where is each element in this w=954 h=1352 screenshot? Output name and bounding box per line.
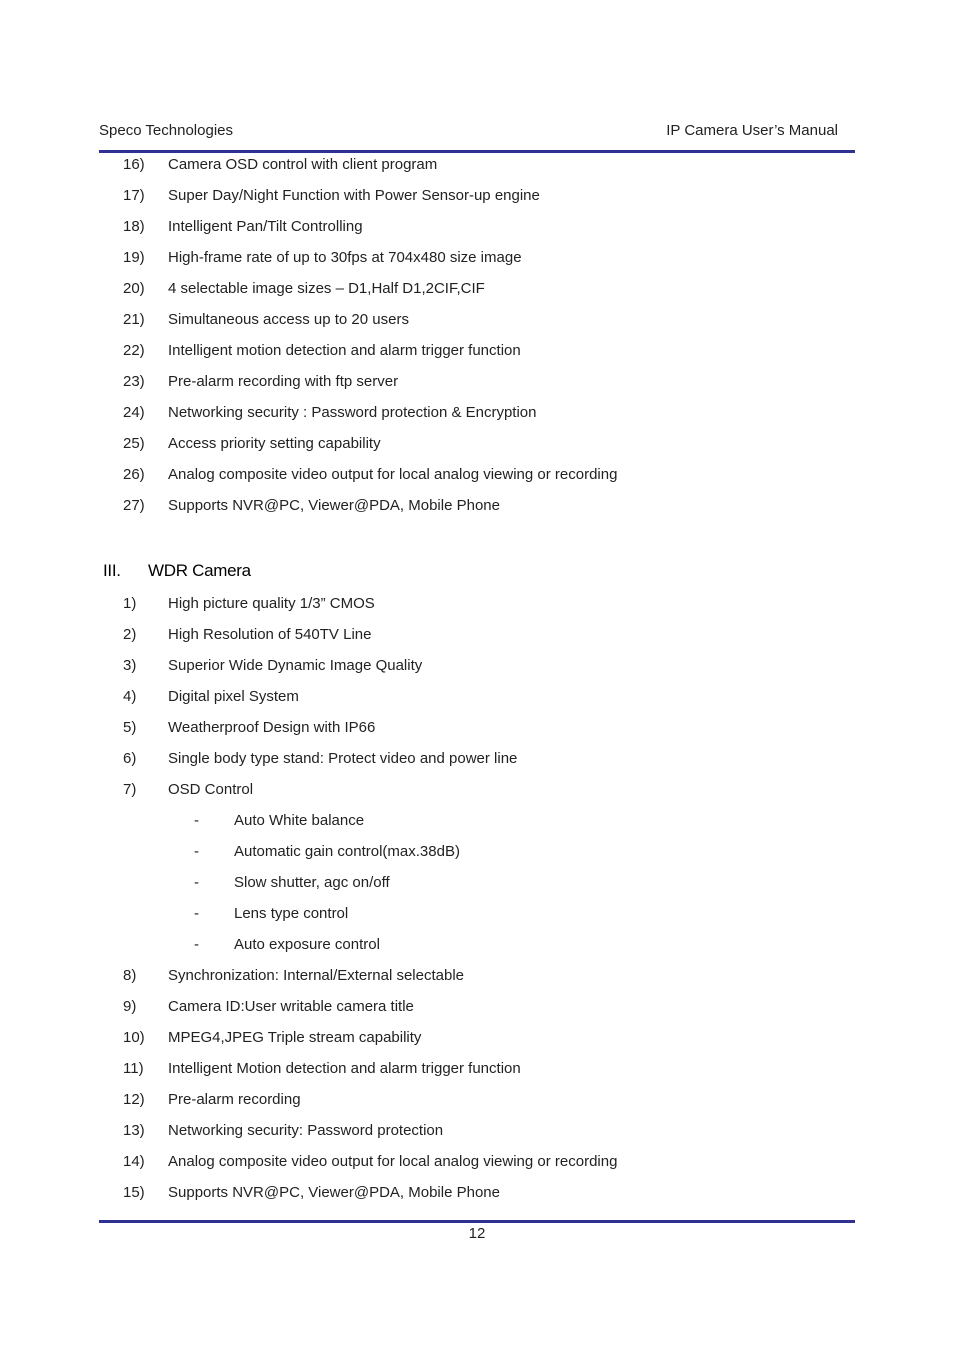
item-number: 5): [123, 719, 137, 736]
sub-item-dash: -: [194, 843, 199, 860]
sub-item-text: Slow shutter, agc on/off: [234, 874, 390, 891]
item-number: 4): [123, 688, 137, 705]
item-number: 6): [123, 750, 137, 767]
list-item: [0, 1121, 954, 1141]
list-item: [0, 1090, 954, 1110]
list-item: [0, 434, 954, 454]
list-item: [0, 780, 954, 800]
list-item: [0, 625, 954, 645]
item-text: Networking security : Password protection & Encryption: [168, 404, 537, 421]
item-number: 8): [123, 967, 137, 984]
sub-list-item: [0, 811, 954, 831]
list-item: [0, 155, 954, 175]
item-number: 7): [123, 781, 137, 798]
item-number: 10): [123, 1029, 145, 1046]
list-item: [0, 749, 954, 769]
list-item: [0, 1028, 954, 1048]
section-heading: [0, 560, 954, 582]
item-number: 24): [123, 404, 145, 421]
list-item: [0, 248, 954, 268]
item-text: Supports NVR@PC, Viewer@PDA, Mobile Phone: [168, 1184, 500, 1201]
item-text: Analog composite video output for local analog viewing or recording: [168, 1153, 618, 1170]
list-item: [0, 465, 954, 485]
list-item: [0, 372, 954, 392]
item-text: MPEG4,JPEG Triple stream capability: [168, 1029, 422, 1046]
list-item: [0, 217, 954, 237]
list-item: [0, 341, 954, 361]
list-item: [0, 186, 954, 206]
item-number: 19): [123, 249, 145, 266]
item-number: 14): [123, 1153, 145, 1170]
sub-item-dash: -: [194, 936, 199, 953]
header-rule: [99, 150, 855, 153]
item-text: Networking security: Password protection: [168, 1122, 444, 1139]
item-number: 12): [123, 1091, 145, 1108]
list-item: [0, 687, 954, 707]
item-number: 27): [123, 497, 145, 514]
item-text: Super Day/Night Function with Power Sensor-up engine: [168, 187, 540, 204]
item-number: 11): [123, 1060, 144, 1077]
list-item: [0, 997, 954, 1017]
list-item: [0, 718, 954, 738]
item-text: Digital pixel System: [168, 688, 299, 705]
sub-list-item: [0, 904, 954, 924]
list-item: [0, 496, 954, 516]
item-number: 17): [123, 187, 145, 204]
page-number: 12: [468, 1225, 486, 1242]
item-number: 22): [123, 342, 145, 359]
item-text: Intelligent Pan/Tilt Controlling: [168, 218, 363, 235]
item-number: 2): [123, 626, 137, 643]
sub-item-text: Lens type control: [234, 905, 349, 922]
list-item: [0, 403, 954, 423]
item-text: Pre-alarm recording: [168, 1091, 301, 1108]
item-text: Intelligent Motion detection and alarm trigger function: [168, 1060, 521, 1077]
item-text: Pre-alarm recording with ftp server: [168, 373, 399, 390]
item-text: OSD Control: [168, 781, 254, 798]
item-number: 9): [123, 998, 137, 1015]
header-manual-title: IP Camera User’s Manual: [666, 122, 838, 139]
section-number: III.: [103, 561, 121, 580]
item-number: 23): [123, 373, 145, 390]
sub-item-dash: -: [194, 905, 199, 922]
item-number: 21): [123, 311, 145, 328]
list-item: [0, 279, 954, 299]
item-number: 15): [123, 1184, 145, 1201]
item-text: Analog composite video output for local analog viewing or recording: [168, 466, 618, 483]
item-text: Synchronization: Internal/External selectable: [168, 967, 465, 984]
item-text: Camera ID:User writable camera title: [168, 998, 414, 1015]
sub-item-dash: -: [194, 812, 199, 829]
item-text: High picture quality 1/3” CMOS: [168, 595, 375, 612]
item-text: Intelligent motion detection and alarm trigger function: [168, 342, 521, 359]
item-text: High Resolution of 540TV Line: [168, 626, 372, 643]
header-company: Speco Technologies: [99, 122, 233, 139]
sub-item-text: Automatic gain control(max.38dB): [234, 843, 460, 860]
item-number: 25): [123, 435, 145, 452]
list-item: [0, 1059, 954, 1079]
sub-list-item: [0, 842, 954, 862]
item-text: 4 selectable image sizes – D1,Half D1,2CIF,CIF: [168, 280, 485, 297]
item-number: 13): [123, 1122, 145, 1139]
sub-list-item: [0, 873, 954, 893]
list-item: [0, 656, 954, 676]
item-text: Superior Wide Dynamic Image Quality: [168, 657, 423, 674]
item-text: Supports NVR@PC, Viewer@PDA, Mobile Phone: [168, 497, 500, 514]
footer-rule: [99, 1220, 855, 1223]
sub-item-text: Auto White balance: [234, 812, 365, 829]
list-item: [0, 1152, 954, 1172]
item-number: 3): [123, 657, 137, 674]
item-number: 1): [123, 595, 137, 612]
item-text: Camera OSD control with client program: [168, 156, 438, 173]
item-number: 26): [123, 466, 145, 483]
item-text: Weatherproof Design with IP66: [168, 719, 376, 736]
list-item: [0, 966, 954, 986]
item-number: 20): [123, 280, 145, 297]
list-item: [0, 594, 954, 614]
item-text: High-frame rate of up to 30fps at 704x480 size image: [168, 249, 522, 266]
item-text: Simultaneous access up to 20 users: [168, 311, 409, 328]
sub-item-dash: -: [194, 874, 199, 891]
item-text: Single body type stand: Protect video and power line: [168, 750, 518, 767]
section-title: WDR Camera: [148, 561, 251, 580]
list-item: [0, 310, 954, 330]
item-number: 18): [123, 218, 145, 235]
item-text: Access priority setting capability: [168, 435, 381, 452]
item-number: 16): [123, 156, 145, 173]
sub-item-text: Auto exposure control: [234, 936, 380, 953]
sub-list-item: [0, 935, 954, 955]
list-item: [0, 1183, 954, 1203]
